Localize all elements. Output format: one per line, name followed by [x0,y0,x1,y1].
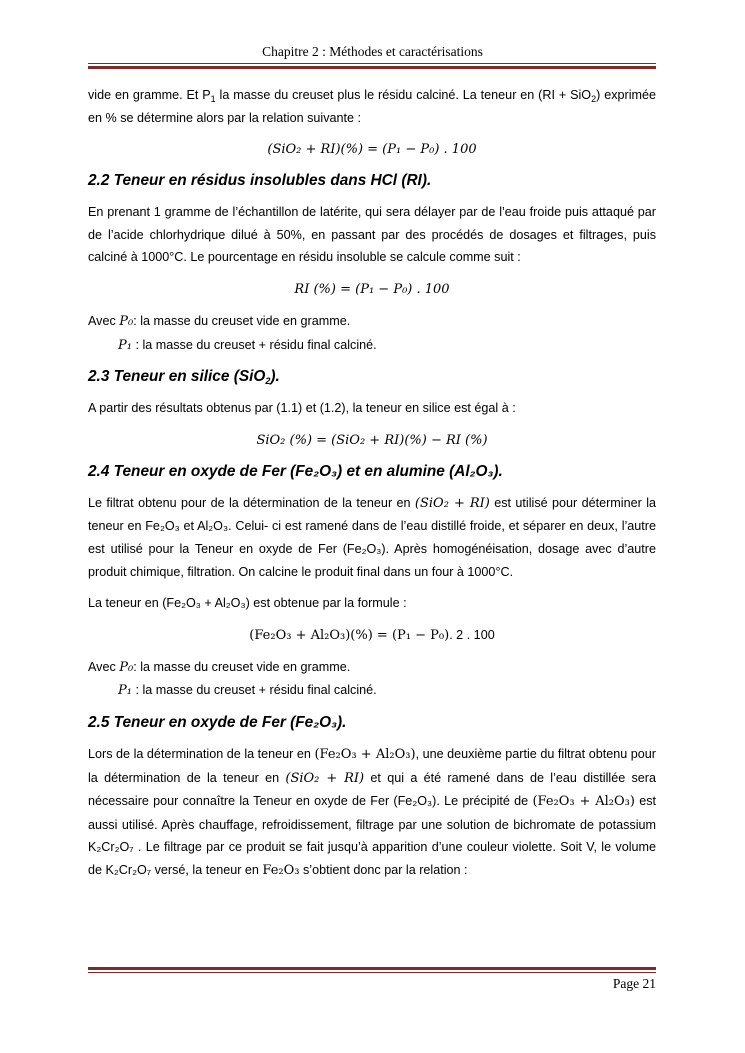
def-text: : la masse du creuset + résidu final calciné. [131,683,377,698]
def-text: : la masse du creuset + résidu final calciné. [131,337,377,352]
paragraph-text: est utilisé pour déterminer la teneur en Fe₂O₃ et Al₂O₃. Celui- ci est ramené dans de l’eau distillé froide, et séparer en deux, l’autre est utilisé pour la Teneur en oxyde de Fer (Fe₂O₃). Après homogénéisation, dosage avec d’autre produit chimique, filtration. On calcine le produit final dans un four à 1000°C. [88,495,656,579]
def-prefix: Avec [88,313,120,328]
chapter-header: Chapitre 2 : Méthodes et caractérisations [262,44,483,59]
formula-sio2 [88,429,656,452]
inline-formula: (Fe₂O₃ + Al₂O₃) [532,794,635,810]
section-2-3-paragraph: A partir des résultats obtenus par (1.1) et (1.2), la teneur en silice est égal à : [88,401,516,416]
header-rule-thin [88,63,656,64]
paragraph-text: , une deuxième partie du filtrat obtenu pour la détermination de la teneur en [88,746,656,785]
definition-p0 [88,310,656,334]
paragraph-text: s’obtient donc par la relation : [299,862,468,877]
intro-paragraph [88,84,656,129]
header-rule-thick [88,66,656,69]
page-body [88,84,656,891]
page-number: Page 21 [612,976,656,991]
definitions-2-2 [88,310,656,357]
definition-p1 [88,334,656,358]
def-text: : la masse du creuset vide en gramme. [133,659,351,674]
inline-formula: (SiO₂ + RI) [285,770,365,786]
intro-text: la masse du creuset plus le résidu calciné. La teneur en (RI + SiO [215,88,592,102]
definitions-2-4 [88,656,656,703]
section-heading-2-2: 2.2 Teneur en résidus insolubles dans HCl (RI). [88,172,432,190]
footer-rule-thick [88,967,656,970]
paragraph-text: Lors de la détermination de la teneur en [88,746,315,761]
section-2-5-paragraph [88,743,656,883]
inline-formula: (SiO₂ + RI) [414,495,490,511]
intro-text: ) exprimée en % se détermine alors par la relation suivante : [88,88,656,125]
formula-text: SiO₂ (%) = (SiO₂ + RI)(%) − RI (%) [256,432,488,448]
def-prefix: Avec [88,659,120,674]
intro-text: vide en gramme. Et P [88,88,211,102]
subscript: 2 [265,376,271,387]
symbol-p1: P₁ [118,337,132,353]
paragraph-text: et qui a été ramené dans de l’eau distillée sera nécessaire pour connaître la Teneur en oxyde de Fer (Fe₂O₃). Le précipité de [88,770,656,809]
paragraph-text: est aussi utilisé. Après chauffage, refroidissement, filtrage par une solution de bichromate de potassium K₂Cr₂O₇ . Le filtrage par ce produit se fait jusqu’à apparition d’une couleur violette. Soit V, le volume de K₂Cr₂O₇ versé, la teneur en [88,794,656,877]
formula-suffix: . 2 . 100 [449,627,495,642]
subscript: 1 [210,94,216,104]
inline-formula: (Fe₂O₃ + Al₂O₃) [314,746,416,762]
heading-text: ). [270,368,280,386]
inline-formula: Fe₂O₃ [262,862,300,878]
formula-sio2-ri [88,138,656,161]
formula-text: (SiO₂ + RI)(%) = (P₁ − P₀) . 100 [267,142,477,158]
section-2-4-paragraph-2: La teneur en (Fe₂O₃ + Al₂O₃) est obtenue par la formule : [88,596,407,611]
section-heading-2-5: 2.5 Teneur en oxyde de Fer (Fe₂O₃). [88,713,347,731]
section-2-4-paragraph-1 [88,492,656,583]
symbol-p0: P₀ [119,313,134,329]
paragraph-text: Le filtrat obtenu pour de la détermination de la teneur en [88,495,415,510]
section-2-2-paragraph: En prenant 1 gramme de l’échantillon de latérite, qui sera délayer par de l’eau froide puis attaqué par de l’acide chlorhydrique dilué à 50%, en passant par des procédés de dosages et filtrages, puis calciné à 1000°C. Le pourcentage en résidu insoluble se calcule comme suit : [88,205,656,265]
formula-ri [88,278,656,301]
subscript: 2 [591,94,597,104]
formula-text: RI (%) = (P₁ − P₀) . 100 [294,281,450,297]
formula-text: (Fe₂O₃ + Al₂O₃)(%) = (P₁ − P₀) [249,627,450,643]
symbol-p0: P₀ [119,659,134,675]
definition-p1 [88,679,656,703]
symbol-p1: P₁ [118,683,132,699]
formula-fe2o3-al2o3 [88,624,656,647]
def-text: : la masse du creuset vide en gramme. [133,313,351,328]
section-heading-2-4: 2.4 Teneur en oxyde de Fer (Fe₂O₃) et en alumine (Al₂O₃). [88,462,503,480]
section-heading-2-3 [88,366,656,388]
footer-rule-thin [88,972,656,973]
definition-p0 [88,656,656,680]
heading-text: 2.3 Teneur en silice (SiO [88,368,266,386]
